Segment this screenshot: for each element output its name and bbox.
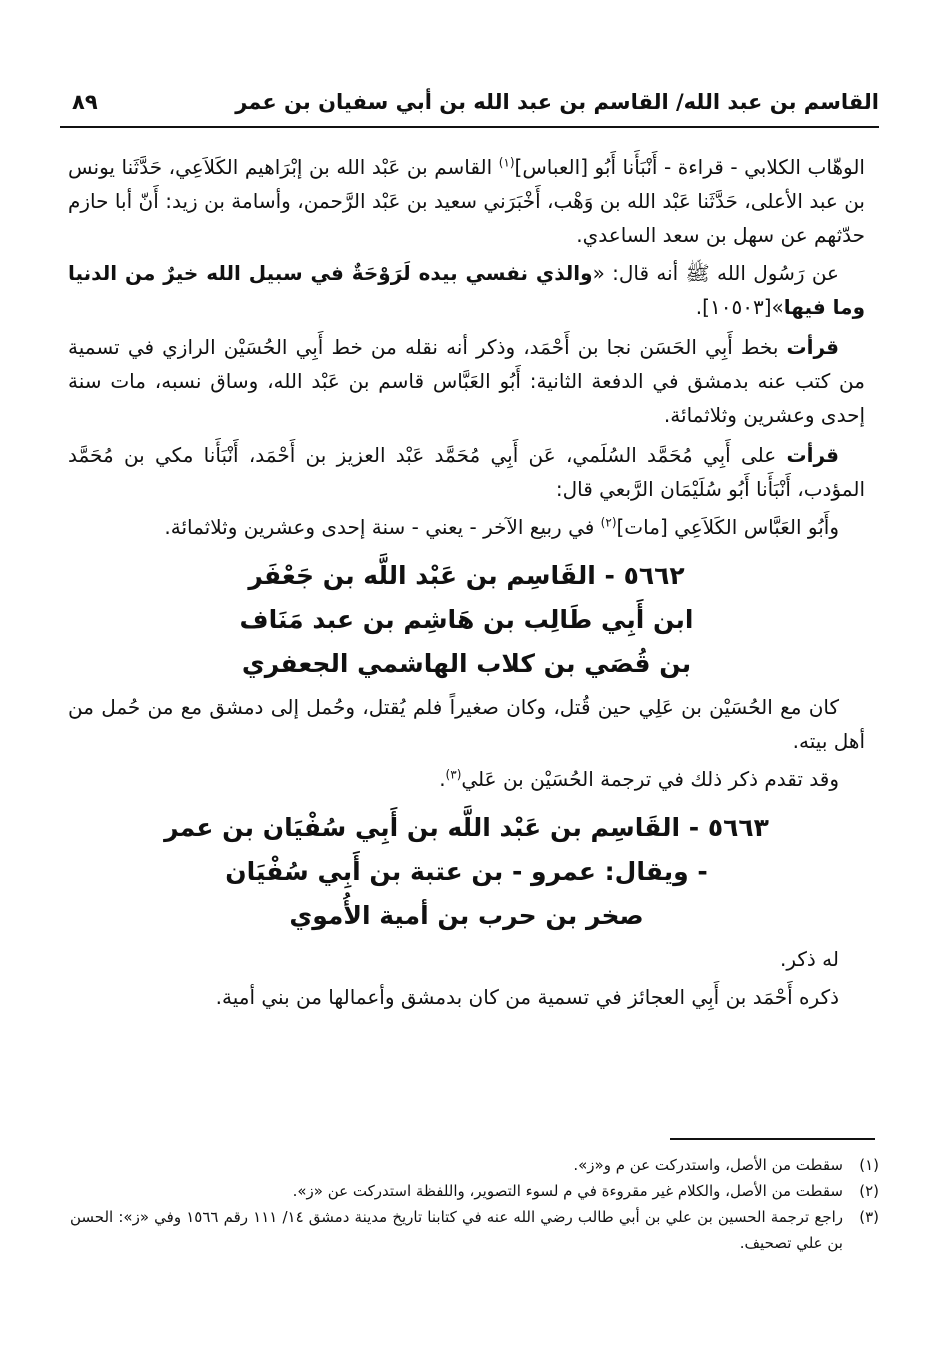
running-title: القاسم بن عبد الله/ القاسم بن عبد الله بن أبي سفيان بن عمر: [235, 90, 879, 114]
paragraph-isnad: الوهّاب الكلابي - قراءة - أَنْبَأَنا أَبُو [العباس]$^{(١)}$ القاسم بن عَبْد الله بن إبْرَاهيم الكَلاَعِي، حَدَّثَنا يونس بن عبد الأعلى، حَدَّثَنا عَبْد الله بن وَهْب، أَخْبَرَني سعيد بن عَبْد الرَّحمن، وأسامة بن زيد: أَنّ أبا حازم حدّثهم عن سهل بن سعد الساعدي.: [68, 155, 865, 247]
footnote: (٢) سقطت من الأصل، والكلام غير مقروءة في م لسوء التصوير، واللفظة استدركت عن «ز».: [292, 1182, 879, 1200]
footnote-separator: [670, 1138, 875, 1140]
footnote: (٣) راجع ترجمة الحسين بن علي بن أبي طالب رضي الله عنه في كتابنا تاريخ مدينة دمشق ١٤/ ١١١ رقم ١٥٦٦ وفي «ز»: الحسن بن علي تصحيف.: [70, 1208, 879, 1252]
footnote: (١) سقطت من الأصل، واستدركت عن م و«ز».: [573, 1156, 879, 1174]
main-text: [68, 150, 865, 1014]
entry-5663-heading: ٥٦٦٣ - القَاسِم بن عَبْد اللَّه بن أَبِي سُفْيَان بن عمر - ويقال: عمرو - بن عتبة بن أَبِي سُفْيَان صخر بن حرب بن أمية الأُموي: [164, 813, 769, 930]
footnote-ref-1: (١): [498, 155, 515, 170]
paragraph-reading-1: قرأت بخط أَبِي الحَسَن نجا بن أَحْمَد، وذكر أنه نقله من خط أَبِي الحُسَيْن الرازي في تسمية من كتب عنه بدمشق في الدفعة الثانية: أَبُو العَبَّاس قاسم بن عَبْد الله، وساق نسبه، مات سنة إحدى وعشرين وثلاثمائة.: [68, 335, 865, 427]
paragraph-hadith: عن رَسُول الله ﷺ أنه قال: «والذي نفسي بيده لَرَوْحَةٌ في سبيل الله خيرٌ من الدنيا وما فيها»[١٠٥٠٣].: [68, 261, 865, 319]
entry-5663-text2: ذكره أَحْمَد بن أَبِي العجائز في تسمية من كان بدمشق وأعمالها من بني أمية.: [215, 985, 839, 1009]
entry-5662-heading: ٥٦٦٢ - القَاسِم بن عَبْد اللَّه بن جَعْفَر ابن أَبِي طَالِب بن هَاشِم بن عبد مَنَاف بن قُصَي بن كلاب الهاشمي الجعفري: [239, 561, 694, 678]
entry-5662-ref: وقد تقدم ذكر ذلك في ترجمة الحُسَيْن بن عَلي$^{(٣)}$.: [439, 767, 839, 791]
paragraph-death: وأَبُو العَبَّاس الكَلاَعِي [مات]$^{(٢)}$ في ربيع الآخر - يعني - سنة إحدى وعشرين وثلاثمائة.: [164, 515, 839, 539]
page-number: ٨٩: [72, 90, 98, 114]
running-header: [60, 86, 879, 128]
footnote-ref-2: (٢): [600, 515, 617, 530]
hadith-text: والذي نفسي بيده لَرَوْحَةٌ في سبيل الله خيرٌ من الدنيا وما فيها: [68, 261, 865, 319]
entry-5662-text: كان مع الحُسَيْن بن عَلِي حين قُتل، وكان صغيراً فلم يُقتل، وحُمل إلى دمشق مع من حُمل من أهل بيته.: [68, 695, 865, 753]
entry-5663-text: له ذكر.: [780, 947, 839, 971]
footnote-ref-3: (٣): [445, 767, 462, 782]
footnotes: [70, 1152, 879, 1256]
paragraph-reading-2: قرأت على أَبِي مُحَمَّد السُلَمي، عَن أَبِي مُحَمَّد عَبْد العزيز بن أَحْمَد، أَنْبَأَنا مكي بن مُحَمَّد المؤدب، أَنْبَأَنا أَبُو سُلَيْمَان الرَّبعي قال:: [68, 443, 865, 501]
